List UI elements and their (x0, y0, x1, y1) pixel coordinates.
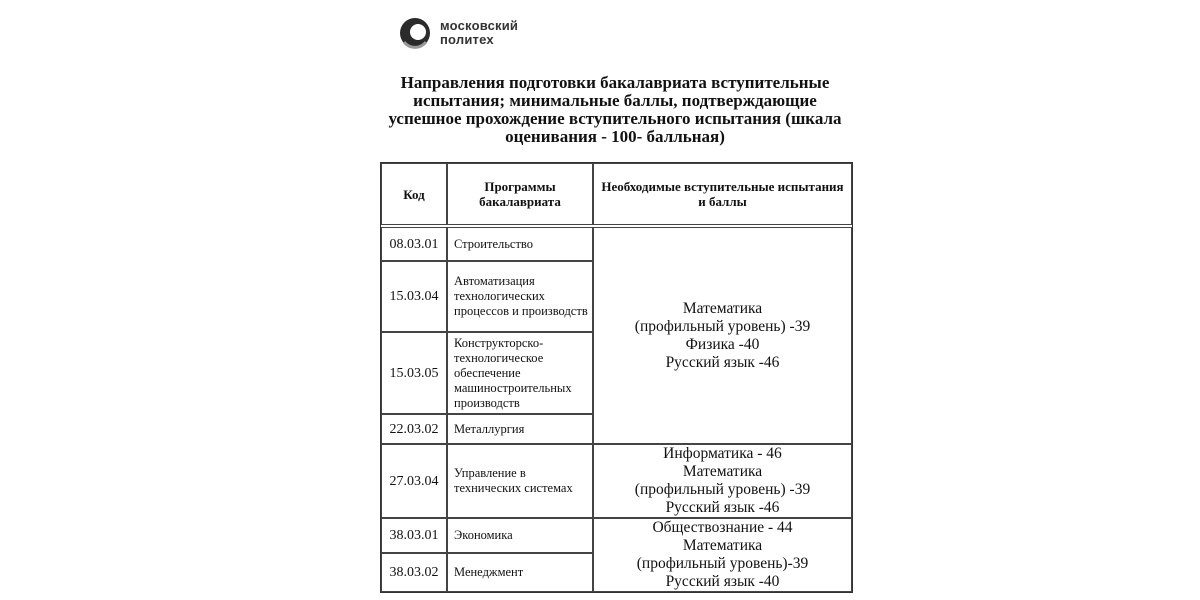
req-line: (профильный уровень)-39 (636, 555, 809, 572)
requirements-group-1 (593, 227, 852, 444)
row-code: 27.03.04 (381, 444, 447, 518)
row-program: Конструкторско-технологическое обеспечение машиностроительных производств (447, 332, 593, 414)
logo-line-1: московский (440, 18, 519, 33)
logo-swirl-icon (398, 16, 432, 50)
row-program: Управление в технических системах (447, 444, 593, 518)
req-line: Математика (682, 299, 763, 317)
req-line: (профильный уровень) -39 (634, 317, 811, 335)
row-program: Экономика (447, 518, 593, 553)
row-code: 15.03.04 (381, 261, 447, 332)
req-line: (профильный уровень) -39 (634, 481, 811, 498)
req-line: Информатика - 46 (663, 445, 782, 462)
university-logo (398, 16, 518, 50)
req-line: Обществознание - 44 (652, 519, 793, 536)
header-requirements: Необходимые вступительные испытания и баллы (593, 163, 852, 225)
row-code: 08.03.01 (381, 227, 447, 261)
logo-line-2: политех (440, 32, 494, 47)
req-line: Физика -40 (685, 335, 760, 353)
table-row (381, 444, 852, 518)
row-code: 38.03.02 (381, 553, 447, 592)
row-program: Металлургия (447, 414, 593, 444)
row-code: 38.03.01 (381, 518, 447, 553)
row-program: Строительство (447, 227, 593, 261)
row-code: 22.03.02 (381, 414, 447, 444)
table-row (381, 227, 852, 261)
header-code: Код (381, 163, 447, 225)
logo-text (440, 19, 518, 47)
row-program: Менеджмент (447, 553, 593, 592)
requirements-group-3 (593, 518, 852, 592)
header-program: Программы бакалавриата (447, 163, 593, 225)
row-program: Автоматизация технологических процессов и производств (447, 261, 593, 332)
req-line: Математика (682, 463, 763, 480)
row-code: 15.03.05 (381, 332, 447, 414)
req-line: Русский язык -46 (665, 353, 780, 371)
table-row (381, 518, 852, 553)
admission-table (380, 162, 853, 593)
req-line: Русский язык -40 (665, 573, 780, 590)
req-line: Русский язык -46 (665, 499, 780, 516)
document-title: Направления подготовки бакалавриата вступительные испытания; минимальные баллы, подтверждающие успешное прохождение вступительного испытания (шкала оценивания - 100- балльная) (388, 73, 842, 146)
req-line: Математика (682, 537, 763, 554)
requirements-group-2 (593, 444, 852, 518)
